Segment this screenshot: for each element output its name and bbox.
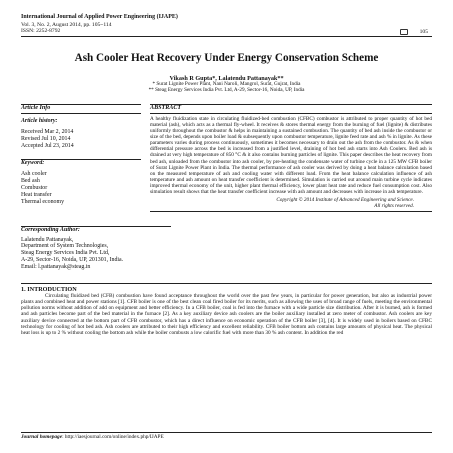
keyword-item: Combustor: [21, 185, 48, 191]
copyright-notice: Copyright © 2014 Institute of Advanced Engineering and Science.: [276, 196, 414, 203]
front-matter: [21, 104, 432, 212]
keywords: [21, 160, 141, 206]
article-history-heading: Article history:: [21, 118, 58, 124]
history-received: Received Mar 2, 2014: [21, 129, 74, 135]
corresponding-heading: Corresponding Author:: [21, 226, 171, 235]
history-revised: Revised Jul 10, 2014: [21, 136, 71, 142]
affiliation-1: * Surat Lignite Power Plant, Nani Naroli, Mangrol, Surat, Gujrat, India: [152, 81, 301, 88]
journal-volume: Vol. 3, No. 2, August 2014, pp. 105~114: [21, 21, 112, 28]
abstract-heading: ABSTRACT: [150, 104, 432, 114]
corresponding-email[interactable]: Email: l.pattanayak@steag.in: [21, 263, 91, 270]
journal-header: [21, 0, 432, 37]
corresponding-org: Steag Energy Services India Pvt. Ltd,: [21, 250, 110, 257]
article-history: [21, 118, 141, 150]
paper-authors: Vikash R Gupta*, Lalatendu Pattanayak**: [169, 75, 284, 83]
introduction-heading: 1. INTRODUCTION: [21, 283, 432, 293]
footer-url[interactable]: : http://iaesjournal.com/online/index.php/IJAPE: [62, 434, 164, 440]
keyword-item: Ash cooler: [21, 171, 47, 177]
page-number: 105: [419, 28, 428, 35]
keyword-item: Heat transfer: [21, 192, 52, 198]
abstract-text: A healthy fluidization state in circulating fluidized-bed combustion (CFBC) combustor is attributed to proper quantity of hot bed material (ash), which acts as a thermal fly-wheel. It receives & stores thermal energy from the burning of fuel (lignite) & distributes uniformly throughout the combustor & helps in maintaining a sustained combustion. The quantity of bed ash inside the combustor or size of the bed, depends upon boiler load & subsequently upon combustor temperature, lignite feed rate and ash % in lignite. As these parameters varies during process continuously, sometimes it becomes necessary to drain out the ash from the combustor. As & when differential pressure across the bed is increased from a justified level, draining of hot bed ash starts into Ash Coolers. Bed ash is drained at very high temperature of 850 °C & it also contains burning particles of lignite. This paper describes the heat recovery from bed ash, unloaded from the combustor into ash cooler, by pre-heating the condensate water of turbine cycle in a 125 MW CFB boiler of Surat Lignite Power Plant in India. The thermal performance of ash cooler was derived by doing a heat balance calculation based on the measured temperature of ash and cooling water with different load. From the heat balance calculation influence of ash temperature and ash amount on heat transfer coefficient is determined. Simulation is carried out around main turbine cycle indicates improved thermal economy of the unit, higher plant thermal efficiency, lower plant heat rate and reduce fuel consumption cost. Also simulation result shows that the heat transfer coefficient increase with ash amount and decreases with increase in ash temperature.: [150, 115, 432, 196]
corresponding-author: [21, 226, 171, 271]
journal-logo-icon: [400, 29, 408, 35]
header-rule: [21, 36, 432, 37]
footer-label: Journal homepage: [21, 434, 63, 440]
journal-issn: ISSN: 2252-8792: [21, 28, 61, 35]
rights-notice: All rights reserved.: [374, 202, 414, 209]
corresponding-dept: Department of System Technologies,: [21, 243, 109, 250]
history-accepted: Accepted Jul 23, 2014: [21, 143, 74, 149]
journal-footer: [21, 432, 432, 441]
corresponding-name: Lalatendu Pattanayak,: [21, 236, 74, 243]
corresponding-address: A-29, Sector-16, Noida, UP, 201301, India.: [21, 257, 124, 264]
abstract-column: [150, 104, 432, 212]
keyword-item: Thermal economy: [21, 199, 65, 205]
keyword-item: Bed ash: [21, 178, 40, 184]
article-info-heading: Article Info: [21, 104, 141, 114]
journal-name: International Journal of Applied Power Engineering (IJAPE): [21, 14, 178, 20]
article-info-column: [21, 104, 141, 206]
introduction-text: Circulating fluidized bed (CFB) combustion have found acceptance throughout the world over the past few years, in particular for power generation, but also as industrial power plants and combined heat and power stations [1]. CFB boiler is one of the best clean coal fired boiler for its merits, such as allowing the uses of broad range of fuels, meeting the environmental pollution norms without addition of add on equipment and better efficiency. In a CFB boiler, coal is fed into the furnace with a wide particle size distribution. After it is burned, ash is formed and ash particles become part of the bed material in the furnace [2]. As a key auxiliary device ash coolers are the boiler auxiliary installed at zero meter of combustor. Ash coolers are key auxiliary device connected at the bottom part of CFB combustor, which has a direct influence on economic operation of the CFB boiler [3], [4]. It is widely used in boilers based on CFBC technology for cooling of hot bed ash. Ash coolers are attributed to their high efficiency and excellent reliability. CFB boiler bottom ash contains large amounts of physical heat. The physical heat loss is up to 2 % without cooling the bottom ash while the boiler combusts a low calorific fuel with more than 30 % ash content. In addition the red: [21, 293, 432, 336]
paper-title: Ash Cooler Heat Recovery Under Energy Conservation Scheme: [74, 52, 379, 65]
affiliation-2: ** Steag Energy Services India Pvt. Ltd, A-29, Sector-16, Noida, UP, India: [148, 87, 305, 94]
keywords-heading: Keyword:: [21, 160, 45, 166]
